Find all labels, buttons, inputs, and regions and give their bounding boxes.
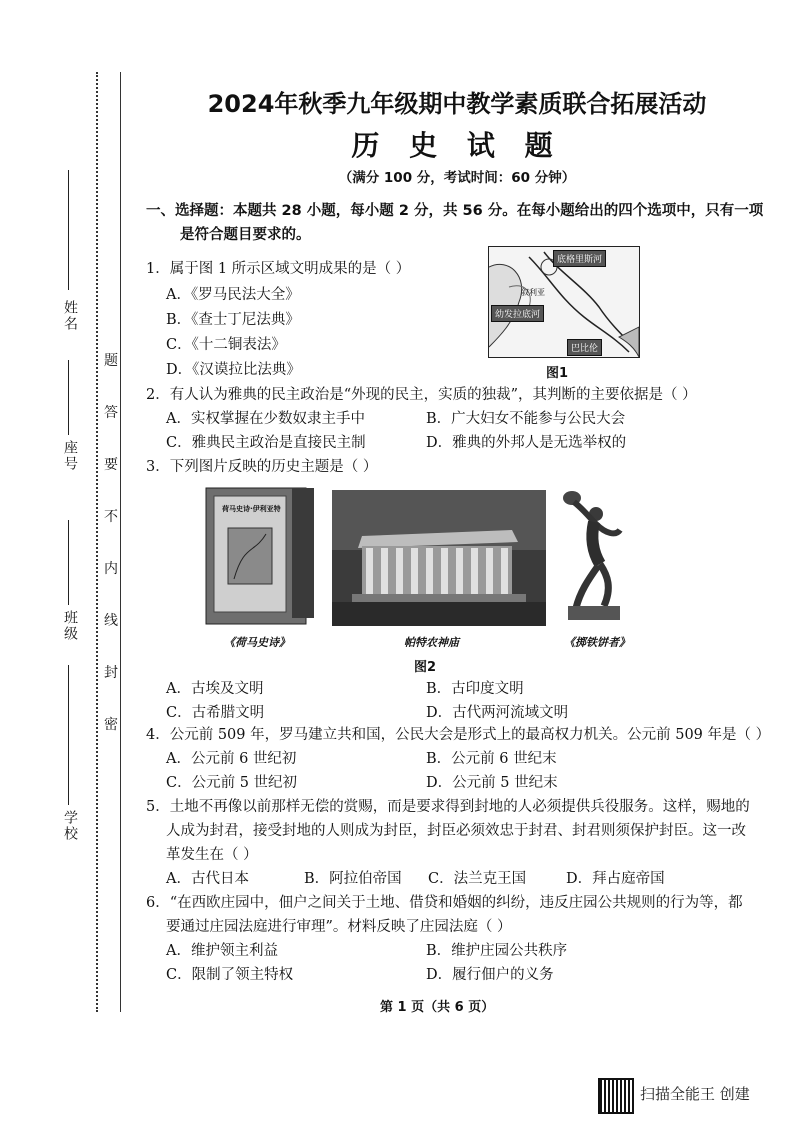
map-label-euphrates: 幼发拉底河 [491, 305, 544, 322]
seal-char: 线 [104, 613, 118, 629]
option[interactable]: B．公元前 6 世纪末 [426, 751, 557, 767]
option[interactable]: B．古印度文明 [426, 681, 524, 697]
option[interactable]: D．雅典的外邦人是无选举权的 [426, 435, 627, 451]
binding-solid-line [120, 72, 121, 1012]
option[interactable]: A．古代日本 [166, 871, 249, 887]
question-stem: 3．下列图片反映的历史主题是（ ） [146, 459, 378, 475]
seal-char: 封 [104, 665, 118, 681]
option[interactable]: C．《十二铜表法》 [166, 337, 286, 353]
scanner-watermark: 扫描全能王 创建 [640, 1085, 750, 1103]
parthenon-image [332, 490, 546, 626]
option[interactable]: C．公元前 5 世纪初 [166, 775, 298, 791]
option[interactable]: A．古埃及文明 [166, 681, 264, 697]
exam-meta: （满分 100 分，考试时间：60 分钟） [338, 170, 576, 186]
fig2-label-parthenon: 帕特农神庙 [404, 636, 459, 649]
figure1-map [488, 246, 640, 358]
fig2-label-homer: 《荷马史诗》 [224, 636, 290, 649]
option[interactable]: D．古代两河流域文明 [426, 705, 569, 721]
label-school: 学校 [62, 810, 78, 842]
option[interactable]: B．《查士丁尼法典》 [166, 312, 300, 328]
option[interactable]: D．《汉谟拉比法典》 [166, 362, 301, 378]
blank-class[interactable] [68, 520, 69, 605]
option[interactable]: D．履行佃户的义务 [426, 967, 554, 983]
exam-title: 2024年秋季九年级期中教学素质联合拓展活动 [207, 90, 707, 118]
discobolus-image [560, 484, 628, 624]
seal-char: 密 [104, 717, 118, 733]
discobolus-drawing [560, 484, 628, 624]
question-stem: 5．土地不再像以前那样无偿的赏赐，而是要求得到封地的人必须提供兵役服务。这样，赐地的 [146, 799, 750, 815]
question-stem: 1．属于图 1 所示区域文明成果的是（ ） [146, 261, 411, 277]
fig2-label-discobolus: 《掷铁饼者》 [564, 636, 630, 649]
seal-char: 答 [104, 405, 118, 421]
question-stem: 6．“在西欧庄园中，佃户之间关于土地、借贷和婚姻的纠纷，违反庄园公共规则的行为等，都 [146, 895, 743, 911]
blank-name[interactable] [68, 170, 69, 290]
map-label-babylon: 巴比伦 [567, 339, 602, 356]
option[interactable]: B．阿拉伯帝国 [304, 871, 402, 887]
label-seat: 座号 [62, 440, 78, 472]
option[interactable]: A．公元前 6 世纪初 [166, 751, 297, 767]
label-name: 姓名 [62, 300, 78, 332]
subject-title: 历 史 试 题 [351, 129, 563, 162]
label-class: 班级 [62, 610, 78, 642]
option[interactable]: A．维护领主利益 [166, 943, 278, 959]
map-label-tigris: 底格里斯河 [553, 250, 606, 267]
option[interactable]: C．雅典民主政治是直接民主制 [166, 435, 366, 451]
seal-char: 不 [104, 509, 118, 525]
option[interactable]: C．古希腊文明 [166, 705, 265, 721]
option[interactable]: C．限制了领主特权 [166, 967, 294, 983]
qr-code-icon [598, 1078, 634, 1114]
question-stem-cont: 要通过庄园法庭进行审理”。材料反映了庄园法庭（ ） [166, 919, 512, 935]
page-number: 第 1 页（共 6 页） [380, 1000, 495, 1015]
question-stem-cont: 革发生在（ ） [166, 847, 258, 863]
option[interactable]: B．维护庄园公共秩序 [426, 943, 568, 959]
section-heading-cont: 是符合题目要求的。 [180, 227, 311, 243]
figure1-caption: 图1 [546, 366, 569, 381]
homer-epic-book-image [204, 484, 316, 626]
option[interactable]: A．《罗马民法大全》 [166, 287, 300, 303]
question-stem: 2．有人认为雅典的民主政治是“外现的民主，实质的独裁”，其判断的主要依据是（ ） [146, 387, 697, 403]
section-heading: 一、选择题：本题共 28 小题，每小题 2 分，共 56 分。在每小题给出的四个选项中，只有一项 [146, 203, 764, 219]
book-cover-title: 荷马史诗·伊利亚特 [222, 505, 281, 513]
seal-char: 题 [104, 353, 118, 369]
blank-school[interactable] [68, 665, 69, 805]
question-stem-cont: 人成为封君，接受封地的人则成为封臣，封臣必须效忠于封君、封君则须保护封臣。这一改 [166, 823, 746, 839]
seal-char: 内 [104, 561, 118, 577]
binding-dotted-line [96, 72, 98, 1012]
option[interactable]: D．公元前 5 世纪末 [426, 775, 558, 791]
option[interactable]: B．广大妇女不能参与公民大会 [426, 411, 626, 427]
figure2-caption: 图2 [414, 660, 437, 675]
option[interactable]: D．拜占庭帝国 [566, 871, 665, 887]
question-stem: 4．公元前 509 年，罗马建立共和国，公民大会是形式上的最高权力机关。公元前 509 年是（ ） [146, 727, 771, 743]
option[interactable]: C．法兰克王国 [428, 871, 527, 887]
map-label-syria: 叙利亚 [521, 288, 545, 297]
parthenon-drawing [332, 490, 546, 626]
seal-char: 要 [104, 457, 118, 473]
blank-seat[interactable] [68, 360, 69, 435]
option[interactable]: A．实权掌握在少数奴隶主手中 [166, 411, 365, 427]
